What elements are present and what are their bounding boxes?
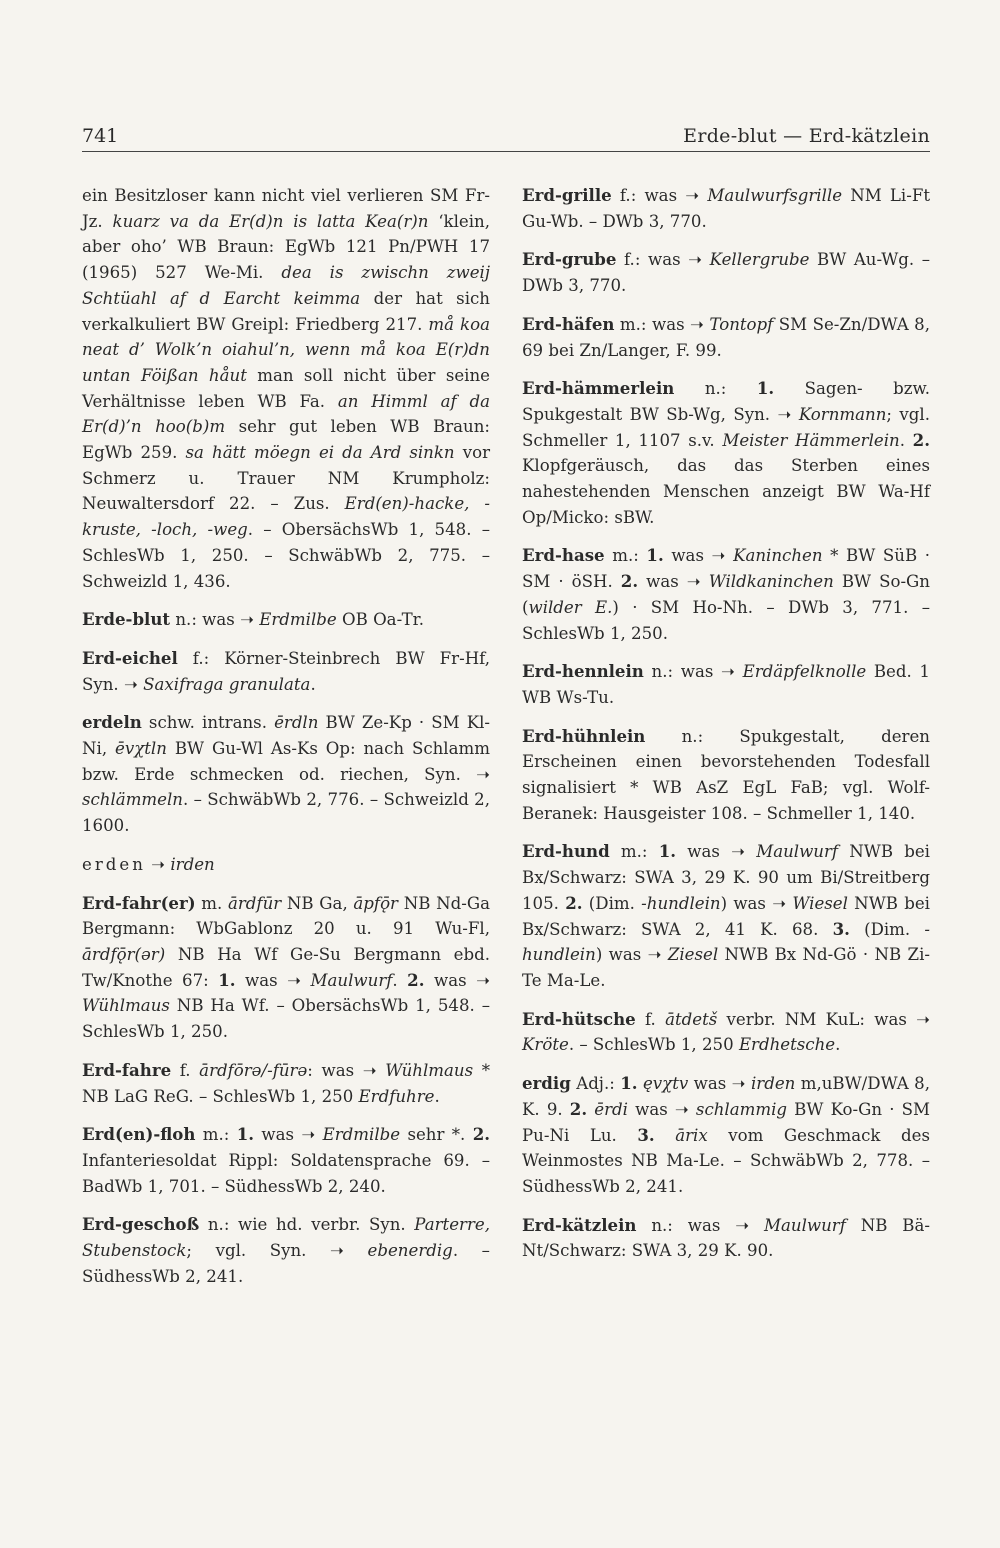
dictionary-entry — [82, 710, 490, 839]
entry-body: f. ātdetš verbr. NM KuL: was ➝ Kröte. – SchlesWb 1, 250 Erdhetsche. — [522, 1009, 930, 1055]
dictionary-entry — [522, 312, 930, 363]
entry-body: f. ārdfōrə/-fūrə: was ➝ Wühlmaus * NB LaG ReG. – SchlesWb 1, 250 Erdfuhre. — [82, 1060, 491, 1106]
headword: Erd-fahr(er) — [82, 892, 196, 913]
entry-body: n.: was ➝ Erdäpfelknolle Bed. 1 WB Ws-Tu. — [522, 662, 930, 707]
headword: Erd-grille — [522, 185, 612, 205]
entry-body: f.: was ➝ Maulwurfsgrille NM Li-Ft Gu-Wb. – DWb 3, 770. — [522, 186, 930, 231]
dictionary-entry — [522, 1213, 930, 1264]
dictionary-entry — [522, 659, 930, 710]
dictionary-entry — [82, 1122, 490, 1199]
entry-body: m.: 1. was ➝ Erdmilbe sehr *. 2. Infanteriesoldat Rippl: Soldatensprache 69. – BadWb 1, 701. – SüdhessWb 2, 240. — [82, 1124, 491, 1196]
headword: Erd(en)-floh — [82, 1124, 196, 1145]
entry-body: m.: 1. was ➝ Maulwurf NWB bei Bx/Schwarz: SWA 3, 29 K. 90 um Bi/Streitberg 105. 2. (Dim. -hundlein) was ➝ Wiesel NWB bei Bx/Schwarz: SWA 2, 41 K. 68. 3. (Dim. -hundlein) was ➝ Ziesel NWB Bx Nd-Gö · NB Zi-Te Ma-Le. — [522, 841, 930, 990]
dictionary-entry — [82, 1212, 490, 1289]
dictionary-entry — [82, 891, 490, 1045]
dictionary-entry — [82, 852, 490, 878]
entry-body: Adj.: 1. ęvχtv was ➝ irden m,uBW/DWA 8, K. 9. 2. ērdi was ➝ schlammig BW Ko-Gn · SM Pu-Ni Lu. 3. ārix vom Geschmack des Weinmostes NB Ma-Le. – SchwäbWb 2, 778. – SüdhessWb 2, 241. — [522, 1073, 931, 1196]
dictionary-entry — [522, 543, 930, 646]
entry-body: ein Besitzloser kann nicht viel verlieren SM Fr-Jz. kuarz va da Er(d)n is latta Kea(r)n ‘klein, aber oho’ WB Braun: EgWb 121 Pn/PWH 17 (1965) 527 We-Mi. dea is zwischn zweij Schtüahl af d Earcht keimma der hat sich verkalkuliert BW Greipl: Friedberg 217. må koa neat d’ Wolk’n oiahul’n, wenn må koa E(r)dn untan Föißan håut man soll nicht über seine Verhältnisse leben WB Fa. an Himml af da Er(d)’n hoo(b)m sehr gut leben WB Braun: EgWb 259. sa hätt möegn ei da Ard sinkn vor Schmerz u. Trauer NM Krumpholz: Neuwaltersdorf 22. – Zus. Erd(en)-hacke, -kruste, -loch, -weg. – ObersächsWb 1, 548. – SchlesWb 1, 250. – SchwäbWb 2, 775. – Schweizld 1, 436. — [82, 186, 491, 591]
dictionary-entry — [522, 724, 930, 827]
headword: Erd-häfen — [522, 313, 615, 334]
headword: Erd-hund — [522, 841, 610, 862]
headword: erdig — [522, 1073, 571, 1094]
dictionary-entry — [522, 376, 930, 530]
dictionary-entry — [82, 646, 490, 697]
dictionary-entry — [522, 247, 930, 298]
headword: Erd-hämmerlein — [522, 378, 675, 399]
headword: Erd-eichel — [82, 647, 178, 668]
left-column — [82, 183, 490, 1302]
headword: Erd-kätzlein — [522, 1214, 637, 1235]
running-title: Erde-blut — Erd-kätzlein — [683, 125, 930, 147]
dictionary-entry — [82, 607, 490, 633]
headword: Erd-geschoß — [82, 1214, 200, 1235]
entry-body: n.: 1. Sagen- bzw. Spukgestalt BW Sb-Wg, Syn. ➝ Kornmann; vgl. Schmeller 1, 1107 s.v. Meister Hämmerlein. 2. Klopfgeräusch, das das Sterben eines nahestehenden Menschen anzeigt BW Wa-Hf Op/Micko: sBW. — [522, 378, 931, 527]
entry-body: f.: Körner-Steinbrech BW Fr-Hf, Syn. ➝ Saxifraga granulata. — [82, 648, 490, 694]
headword: Erd-hase — [522, 545, 605, 566]
dictionary-entry — [82, 1058, 490, 1109]
entry-body: m.: 1. was ➝ Kaninchen * BW SüB · SM · öSH. 2. was ➝ Wildkaninchen BW So-Gn (wilder E.) · SM Ho-Nh. – DWb 3, 771. – SchlesWb 1, 250. — [522, 545, 931, 643]
headword: erden — [82, 854, 146, 874]
page-number: 741 — [82, 125, 119, 147]
entry-body: f.: was ➝ Kellergrube BW Au-Wg. – DWb 3, 770. — [522, 250, 930, 296]
entry-body: n.: wie hd. verbr. Syn. Parterre, Stubenstock; vgl. Syn. ➝ ebenerdig. – SüdhessWb 2, 241. — [82, 1215, 490, 1286]
entry-body: m. ārdfūr NB Ga, āpfǭr NB Nd-Ga Bergmann: WbGablonz 20 u. 91 Wu-Fl, ārdfǭr(ər) NB Ha Wf Ge-Su Bergmann ebd. Tw/Knothe 67: 1. was ➝ Maulwurf. 2. was ➝ Wühlmaus NB Ha Wf. – ObersächsWb 1, 548. – SchlesWb 1, 250. — [82, 893, 490, 1042]
entry-body: n.: Spukgestalt, deren Erscheinen einen bevorstehenden Todesfall signalisiert * WB AsZ EgL FaB; vgl. Wolf-Beranek: Hausgeister 108. – Schmeller 1, 140. — [522, 726, 930, 823]
headword: Erd-hütsche — [522, 1008, 636, 1029]
headword: Erde-blut — [82, 609, 171, 630]
dictionary-entry — [522, 1007, 930, 1058]
entry-body: schw. intrans. ērdln BW Ze-Kp · SM Kl-Ni, ēvχtln BW Gu-Wl As-Ks Op: nach Schlamm bzw. Erde schmecken od. riechen, Syn. ➝ schlämmeln. – SchwäbWb 2, 776. – Schweizld 2, 1600. — [82, 713, 491, 836]
entry-body: n.: was ➝ Erdmilbe OB Oa-Tr. — [170, 610, 425, 630]
headword: Erd-grube — [522, 249, 617, 270]
headword: Erd-hühnlein — [522, 725, 646, 746]
entry-body: n.: was ➝ Maulwurf NB Bä-Nt/Schwarz: SWA 3, 29 K. 90. — [522, 1215, 930, 1261]
dictionary-entry — [522, 1071, 930, 1200]
headword: Erd-hennlein — [522, 661, 644, 682]
dictionary-entry — [522, 183, 930, 234]
right-column — [522, 183, 930, 1277]
dictionary-entry — [522, 839, 930, 993]
dictionary-entry — [82, 183, 490, 594]
page-header — [82, 120, 930, 152]
entry-body: ➝ irden — [145, 854, 215, 874]
headword: Erd-fahre — [82, 1059, 172, 1080]
headword: erdeln — [82, 712, 142, 733]
entry-body: m.: was ➝ Tontopf SM Se-Zn/DWA 8, 69 bei Zn/Langer, F. 99. — [522, 314, 930, 360]
